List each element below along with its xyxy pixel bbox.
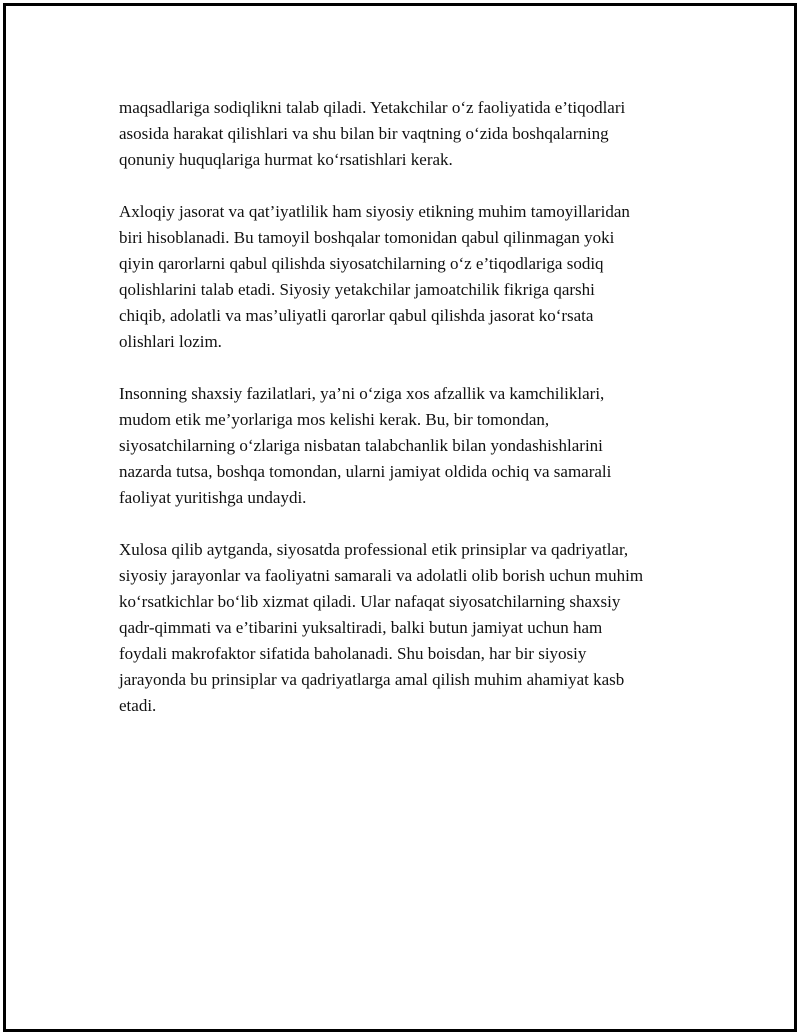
text-line: biri hisoblanadi. Bu tamoyil boshqalar tomonidan qabul qilinmagan yoki <box>119 228 615 247</box>
text-line: jarayonda bu prinsiplar va qadriyatlarga amal qilish muhim ahamiyat kasb <box>119 670 625 689</box>
text-line: foydali makrofaktor sifatida baholanadi. Shu boisdan, har bir siyosiy <box>119 644 587 663</box>
document-page <box>3 3 797 1032</box>
paragraph-2 <box>119 199 679 355</box>
text-line: qiyin qarorlarni qabul qilishda siyosatchilarning o‘z e’tiqodlariga sodiq <box>119 254 604 273</box>
paragraph-1 <box>119 95 679 173</box>
document-body <box>119 95 679 745</box>
text-line: qadr-qimmati va e’tibarini yuksaltiradi, balki butun jamiyat uchun ham <box>119 618 603 637</box>
text-line: siyosiy jarayonlar va faoliyatni samarali va adolatli olib borish uchun muhim <box>119 566 644 585</box>
text-line: ko‘rsatkichlar bo‘lib xizmat qiladi. Ular nafaqat siyosatchilarning shaxsiy <box>119 592 621 611</box>
text-line: Xulosa qilib aytganda, siyosatda professional etik prinsiplar va qadriyatlar, <box>119 540 629 559</box>
text-line: etadi. <box>119 696 157 715</box>
paragraph-3 <box>119 381 679 511</box>
text-line: qolishlarini talab etadi. Siyosiy yetakchilar jamoatchilik fikriga qarshi <box>119 280 595 299</box>
text-line: mudom etik me’yorlariga mos kelishi kerak. Bu, bir tomondan, <box>119 410 550 429</box>
text-line: qonuniy huquqlariga hurmat ko‘rsatishlari kerak. <box>119 150 453 169</box>
text-line: nazarda tutsa, boshqa tomondan, ularni jamiyat oldida ochiq va samarali <box>119 462 612 481</box>
text-line: faoliyat yuritishga undaydi. <box>119 488 307 507</box>
text-line: chiqib, adolatli va mas’uliyatli qarorlar qabul qilishda jasorat ko‘rsata <box>119 306 594 325</box>
text-line: Insonning shaxsiy fazilatlari, ya’ni o‘ziga xos afzallik va kamchiliklari, <box>119 384 605 403</box>
text-line: siyosatchilarning o‘zlariga nisbatan talabchanlik bilan yondashishlarini <box>119 436 603 455</box>
text-line: olishlari lozim. <box>119 332 222 351</box>
text-line: maqsadlariga sodiqlikni talab qiladi. Yetakchilar o‘z faoliyatida e’tiqodlari <box>119 98 626 117</box>
text-line: asosida harakat qilishlari va shu bilan bir vaqtning o‘zida boshqalarning <box>119 124 609 143</box>
paragraph-4 <box>119 537 679 719</box>
text-line: Axloqiy jasorat va qat’iyatlilik ham siyosiy etikning muhim tamoyillaridan <box>119 202 630 221</box>
